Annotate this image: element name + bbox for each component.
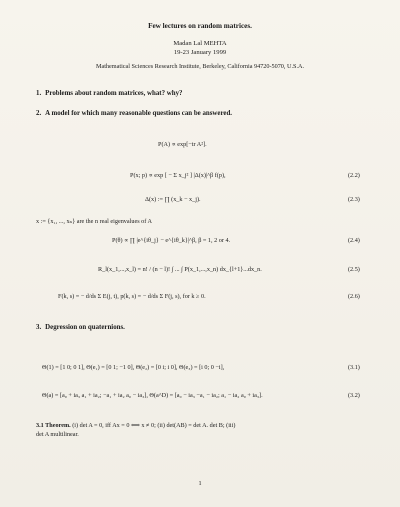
theorem-body: (i) det A = 0, iff Ax = 0 ⟺ x ≠ 0; (ii) det(AB) = det A. det B; (iii) [72,422,236,429]
section-heading-2 [36,110,232,117]
section-title: Degression on quaternions. [45,324,125,331]
equation-number: (3.2) [348,392,360,399]
paper-title: Few lectures on random matrices. [148,22,252,30]
author-name: Madan Lal MEHTA [173,40,227,47]
section-title: Problems about random matrices, what? why? [45,90,183,97]
lecture-dates: 19-23 January 1999 [173,49,227,56]
section-number: 3. [36,324,42,331]
equation-2-3: Δ(x) := ∏ (x_k − x_j). [145,196,201,203]
equation-number: (2.6) [348,293,360,300]
section-number: 1. [36,90,42,97]
equation-pa: P(A) ∝ exp[−tr A²]. [158,141,207,148]
equation-number: (2.2) [348,172,360,179]
theorem-label: 3.1 Theorem. [36,422,71,429]
theorem-continuation: det A multilinear. [36,431,79,438]
equation-number: (2.4) [348,237,360,244]
page-number: 1 [198,480,202,487]
equation-number: (2.5) [348,266,360,273]
equation-3-1: Θ(1) = [1 0; 0 1], Θ(e₁) = [0 1; −1 0], Θ(e₂) = [0 i; i 0], Θ(e₃) = [i 0; 0 −i], [42,364,225,371]
section-number: 2. [36,110,42,117]
equation-number: (3.1) [348,364,360,371]
theorem-3-1 [36,422,235,429]
section-title: A model for which many reasonable questions can be answered. [45,110,232,117]
eigenvalue-sentence: x := {x₁, ..., xₙ} are the n real eigenvalues of A [36,218,152,225]
equation-2-6: F(k, s) = − d/ds Σ E(j, t), p(k, s) = − d/ds Σ F(j, s), for k ≥ 0. [58,293,206,300]
equation-2-5: R_l(x_1,...,x_l) = n! / (n − l)! ∫ ... ∫ P(x_1,...,x_n) dx_{l+1}...dx_n. [98,266,262,273]
equation-3-2: Θ(a) = [a₀ + ia₃ a₁ + ia₂; −a₁ + ia₂ a₀ − ia₃], Θ(a^D) = [a₀ − ia₃ −a₁ − ia₂; a₁ − ia₂ a₀ + ia₃]. [42,392,263,399]
section-heading-3 [36,324,125,331]
section-heading-1 [36,90,182,97]
equation-2-2: P(x; p) ∝ exp [ − Σ x_j² ] |Δ(x)|^β f(p), [130,172,226,179]
equation-2-4: P(θ) ∝ ∏ |e^{iθ_j} − e^{iθ_k}|^β, β = 1, 2 or 4. [112,237,231,244]
affiliation: Mathematical Sciences Research Institute, Berkeley, California 94720-5070, U.S.A. [95,63,305,70]
equation-number: (2.3) [348,196,360,203]
